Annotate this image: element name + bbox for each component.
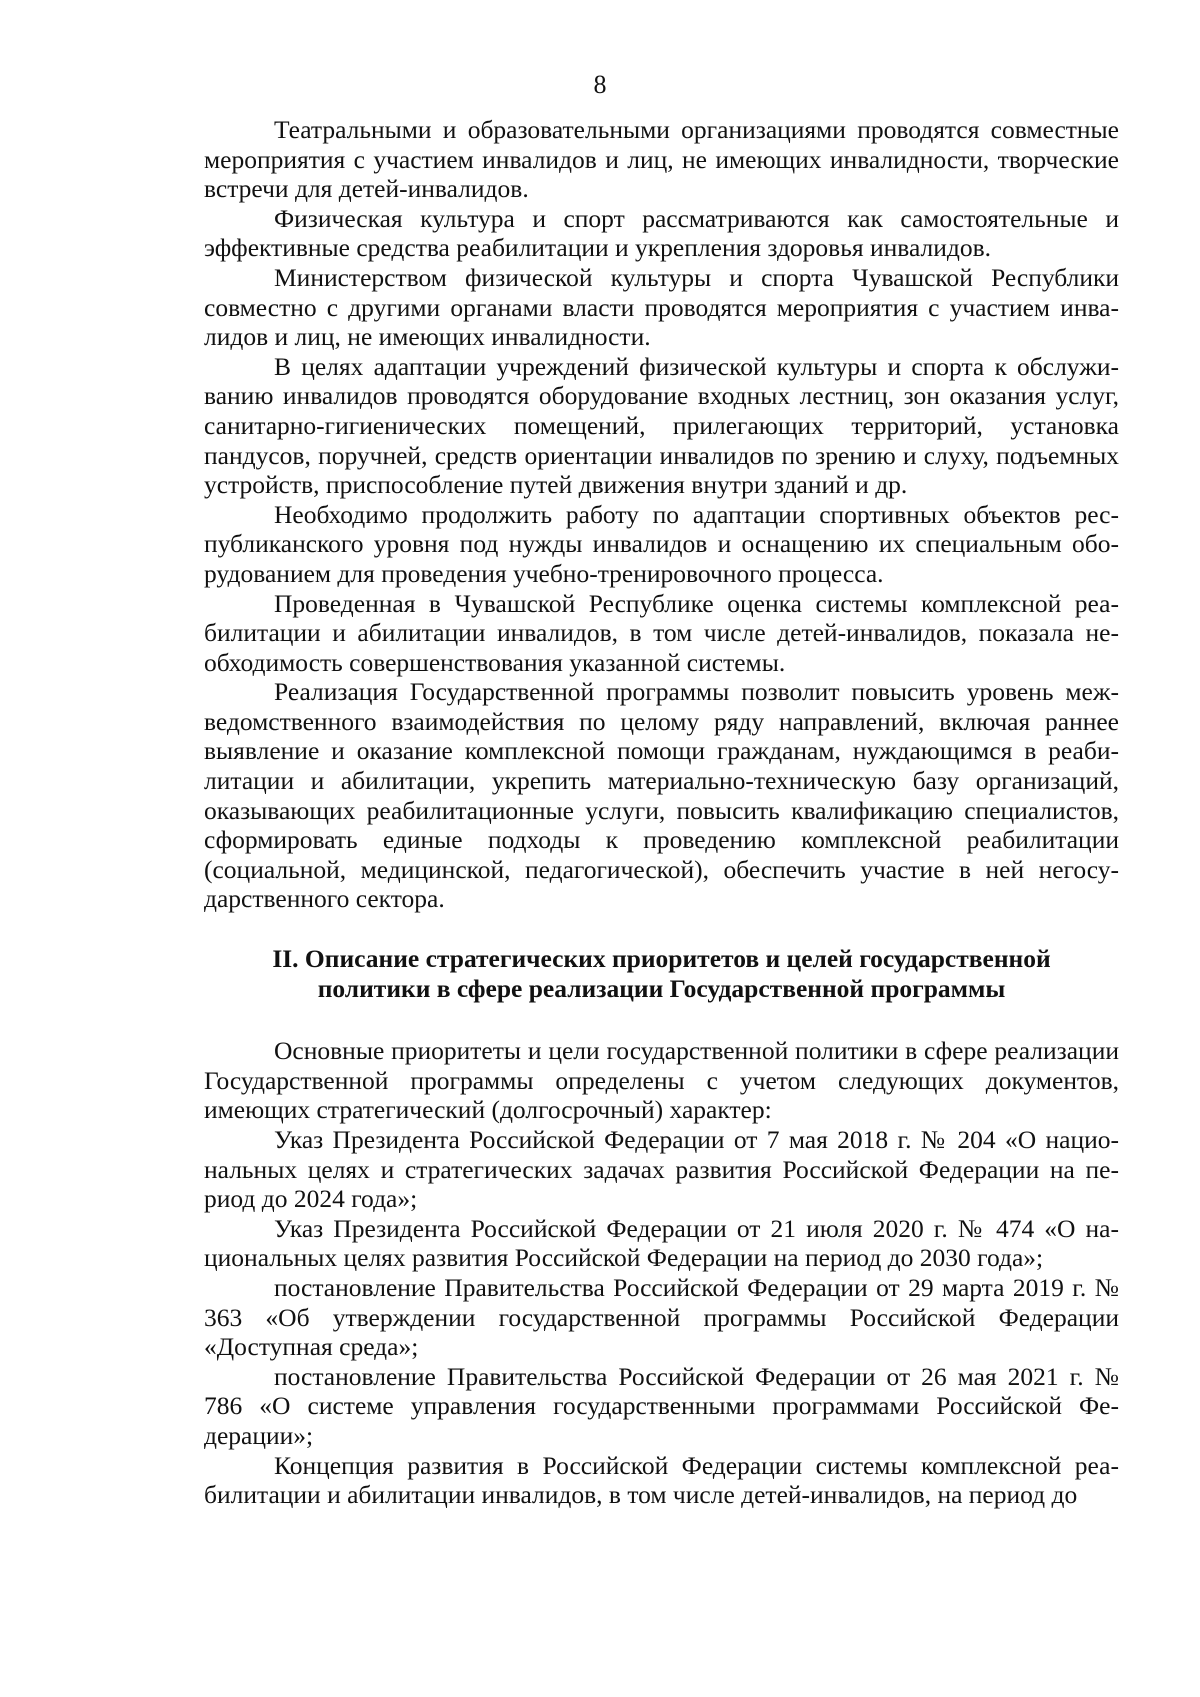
paragraph: постановление Правительства Российской Федерации от 26 мая 2021 г. № 786 «О системе управления государственными программами Российской Федерации»; [204, 1361, 1119, 1450]
paragraph: Основные приоритеты и цели государственной политики в сфере реализации Государственной программы определены с учетом следующих документов, имеющих стратегический (долгосрочный) характер: [204, 1036, 1119, 1125]
paragraph: Министерством физической культуры и спорта Чувашской Республики совместно с другими органами власти проводятся мероприятия с участием инвалидов и лиц, не имеющих инвалидности. [204, 262, 1119, 352]
section-heading-line: политики в сфере реализации Государственной программы [317, 973, 1006, 1003]
paragraph: Театральными и образовательными организациями проводятся совместные мероприятия с участием инвалидов и лиц, не имеющих инвалидности, творческие встречи для детей-инвалидов. [204, 115, 1119, 204]
paragraph: Реализация Государственной программы позволит повысить уровень межведомственного взаимодействия по целому ряду направлений, включая раннее выявление и оказание комплексной помощи гражданам, нуждающимся в реабилитации и абилитации, укрепить материально-техническую базу организаций, оказывающих реабилитационные услуги, повысить квалификацию специалистов, сформировать единые подходы к проведению комплексной реабилитации (социальной, медицинской, педагогической), обеспечить участие в ней негосударственного сектора. [204, 677, 1119, 914]
section-heading [204, 944, 1119, 1003]
section-heading-line: II. Описание стратегических приоритетов и целей государственной [272, 944, 1051, 974]
page-number: 8 [593, 70, 607, 99]
paragraph: Указ Президента Российской Федерации от 7 мая 2018 г. № 204 «О национальных целях и стратегических задачах развития Российской Федерации на период до 2024 года»; [204, 1125, 1119, 1214]
paragraph: Концепция развития в Российской Федерации системы комплексной реабилитации и абилитации инвалидов, в том числе детей-инвалидов, на период до [204, 1450, 1119, 1510]
page-content [204, 115, 1119, 1510]
paragraph: Указ Президента Российской Федерации от 21 июля 2020 г. № 474 «О национальных целях развития Российской Федерации на период до 2030 года»; [204, 1213, 1119, 1273]
paragraph: Проведенная в Чувашской Республике оценка системы комплексной реабилитации и абилитации инвалидов, в том числе детей-инвалидов, показала необходимость совершенствования указанной системы. [204, 588, 1119, 677]
paragraph: В целях адаптации учреждений физической культуры и спорта к обслуживанию инвалидов проводятся оборудование входных лестниц, зон оказания услуг, санитарно-гигиенических помещений, прилегающих территорий, установка пандусов, поручней, средств ориентации инвалидов по зрению и слуху, подъемных устройств, приспособление путей движения внутри зданий и др. [204, 351, 1119, 500]
paragraph: постановление Правительства Российской Федерации от 29 марта 2019 г. № 363 «Об утверждении государственной программы Российской Федерации «Доступная среда»; [204, 1272, 1119, 1362]
paragraph: Необходимо продолжить работу по адаптации спортивных объектов республиканского уровня под нужды инвалидов и оснащению их специальным оборудованием для проведения учебно-тренировочного процесса. [204, 499, 1119, 588]
paragraph: Физическая культура и спорт рассматриваются как самостоятельные и эффективные средства реабилитации и укрепления здоровья инвалидов. [204, 203, 1119, 263]
